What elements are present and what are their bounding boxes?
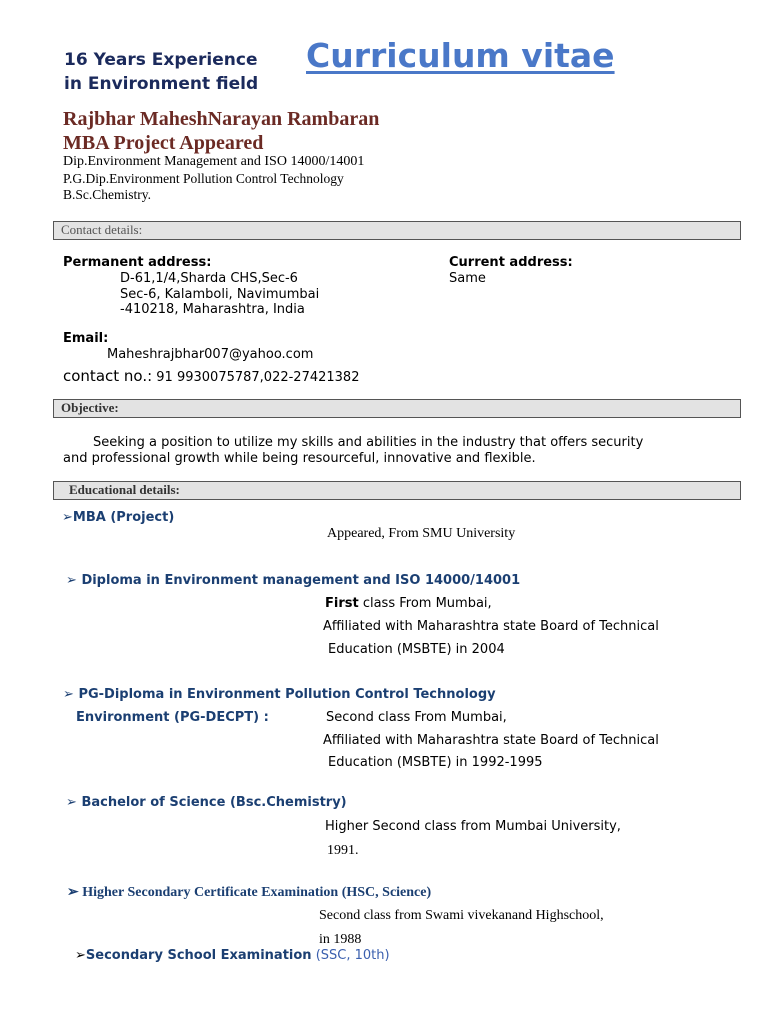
permanent-address-line-2: Sec-6, Kalamboli, Navimumbai <box>120 287 320 302</box>
current-address-value: Same <box>449 271 486 286</box>
experience-line-2: in Environment field <box>64 74 259 94</box>
edu-title-suffix: (SSC, 10th) <box>311 948 390 963</box>
qualification-1: Dip.Environment Management and ISO 14000/14001 <box>63 154 365 169</box>
qualification-3: B.Sc.Chemistry. <box>63 187 152 202</box>
edu-item-pgdiploma-detail-1: Second class From Mumbai, <box>326 710 507 725</box>
phone-row <box>63 366 359 385</box>
grade-bold: First <box>325 596 359 611</box>
edu-title-text: MBA (Project) <box>72 510 175 525</box>
permanent-address-line-1: D-61,1/4,Sharda CHS,Sec-6 <box>120 271 298 286</box>
objective-section-label: Objective: <box>61 400 119 415</box>
arrow-icon: ➢ <box>67 885 79 900</box>
edu-title-text: Higher Secondary Certificate Examination (HSC, Science) <box>82 885 432 900</box>
edu-item-diploma-detail-1 <box>325 596 492 611</box>
edu-item-bsc-title <box>66 795 347 810</box>
experience-line-1: 16 Years Experience <box>64 50 258 70</box>
phone-value: 91 9930075787,022-27421382 <box>152 370 360 385</box>
objective-section-header <box>53 399 741 418</box>
email-value[interactable]: Maheshrajbhar007@yahoo.com <box>107 347 314 362</box>
edu-item-ssc-title <box>75 948 390 963</box>
contact-section-colon: : <box>138 222 143 237</box>
contact-section-header <box>53 221 741 240</box>
arrow-icon: ➢ <box>75 948 86 963</box>
permanent-address-line-3: -410218, Maharashtra, India <box>120 302 305 317</box>
current-address-label: Current address: <box>449 255 573 270</box>
email-label: Email: <box>63 331 109 346</box>
page-title: Curriculum vitae <box>306 36 615 75</box>
edu-item-mba-detail: Appeared, From SMU University <box>327 526 516 541</box>
edu-item-hsc-title <box>67 884 431 901</box>
contact-section-label: Contact details <box>61 222 139 237</box>
edu-item-pgdiploma-title <box>63 687 496 702</box>
edu-title-text: Diploma in Environment management and ISO 14000/14001 <box>81 573 521 588</box>
phone-label: contact no.: <box>63 367 153 385</box>
candidate-subtitle: MBA Project Appeared <box>63 132 264 154</box>
edu-item-pgdiploma-subtitle: Environment (PG-DECPT) : <box>76 710 269 725</box>
edu-item-pgdiploma-detail-2: Affiliated with Maharashtra state Board of Technical <box>323 733 659 748</box>
edu-item-diploma-detail-3: Education (MSBTE) in 2004 <box>328 642 505 657</box>
education-section-label: Educational details: <box>69 482 180 497</box>
arrow-icon: ➢ <box>63 687 74 702</box>
permanent-address-label: Permanent address: <box>63 255 212 270</box>
education-section-header <box>53 481 741 500</box>
candidate-name: Rajbhar MaheshNarayan Rambaran <box>63 108 380 130</box>
edu-title-text: PG-Diploma in Environment Pollution Control Technology <box>78 687 496 702</box>
objective-line-1: Seeking a position to utilize my skills and abilities in the industry that offers security <box>93 435 644 450</box>
qualification-2: P.G.Dip.Environment Pollution Control Technology <box>63 171 344 186</box>
edu-item-mba-title <box>62 510 174 525</box>
edu-title-text: Secondary School Examination <box>85 948 312 963</box>
grade-rest: class From Mumbai, <box>358 596 492 611</box>
edu-item-bsc-detail-2: 1991. <box>327 843 359 858</box>
edu-title-text: Bachelor of Science (Bsc.Chemistry) <box>81 795 347 810</box>
edu-item-diploma-detail-2: Affiliated with Maharashtra state Board of Technical <box>323 619 659 634</box>
edu-item-bsc-detail-1: Higher Second class from Mumbai University, <box>325 819 621 834</box>
arrow-icon: ➢ <box>66 573 77 588</box>
edu-item-pgdiploma-detail-3: Education (MSBTE) in 1992-1995 <box>328 755 543 770</box>
arrow-icon: ➢ <box>62 510 73 525</box>
arrow-icon: ➢ <box>66 795 77 810</box>
objective-line-2: and professional growth while being resourceful, innovative and flexible. <box>63 451 536 466</box>
edu-item-hsc-detail-1: Second class from Swami vivekanand Highschool, <box>319 908 604 923</box>
edu-item-diploma-title <box>66 573 520 588</box>
edu-item-hsc-detail-2: in 1988 <box>319 932 362 947</box>
